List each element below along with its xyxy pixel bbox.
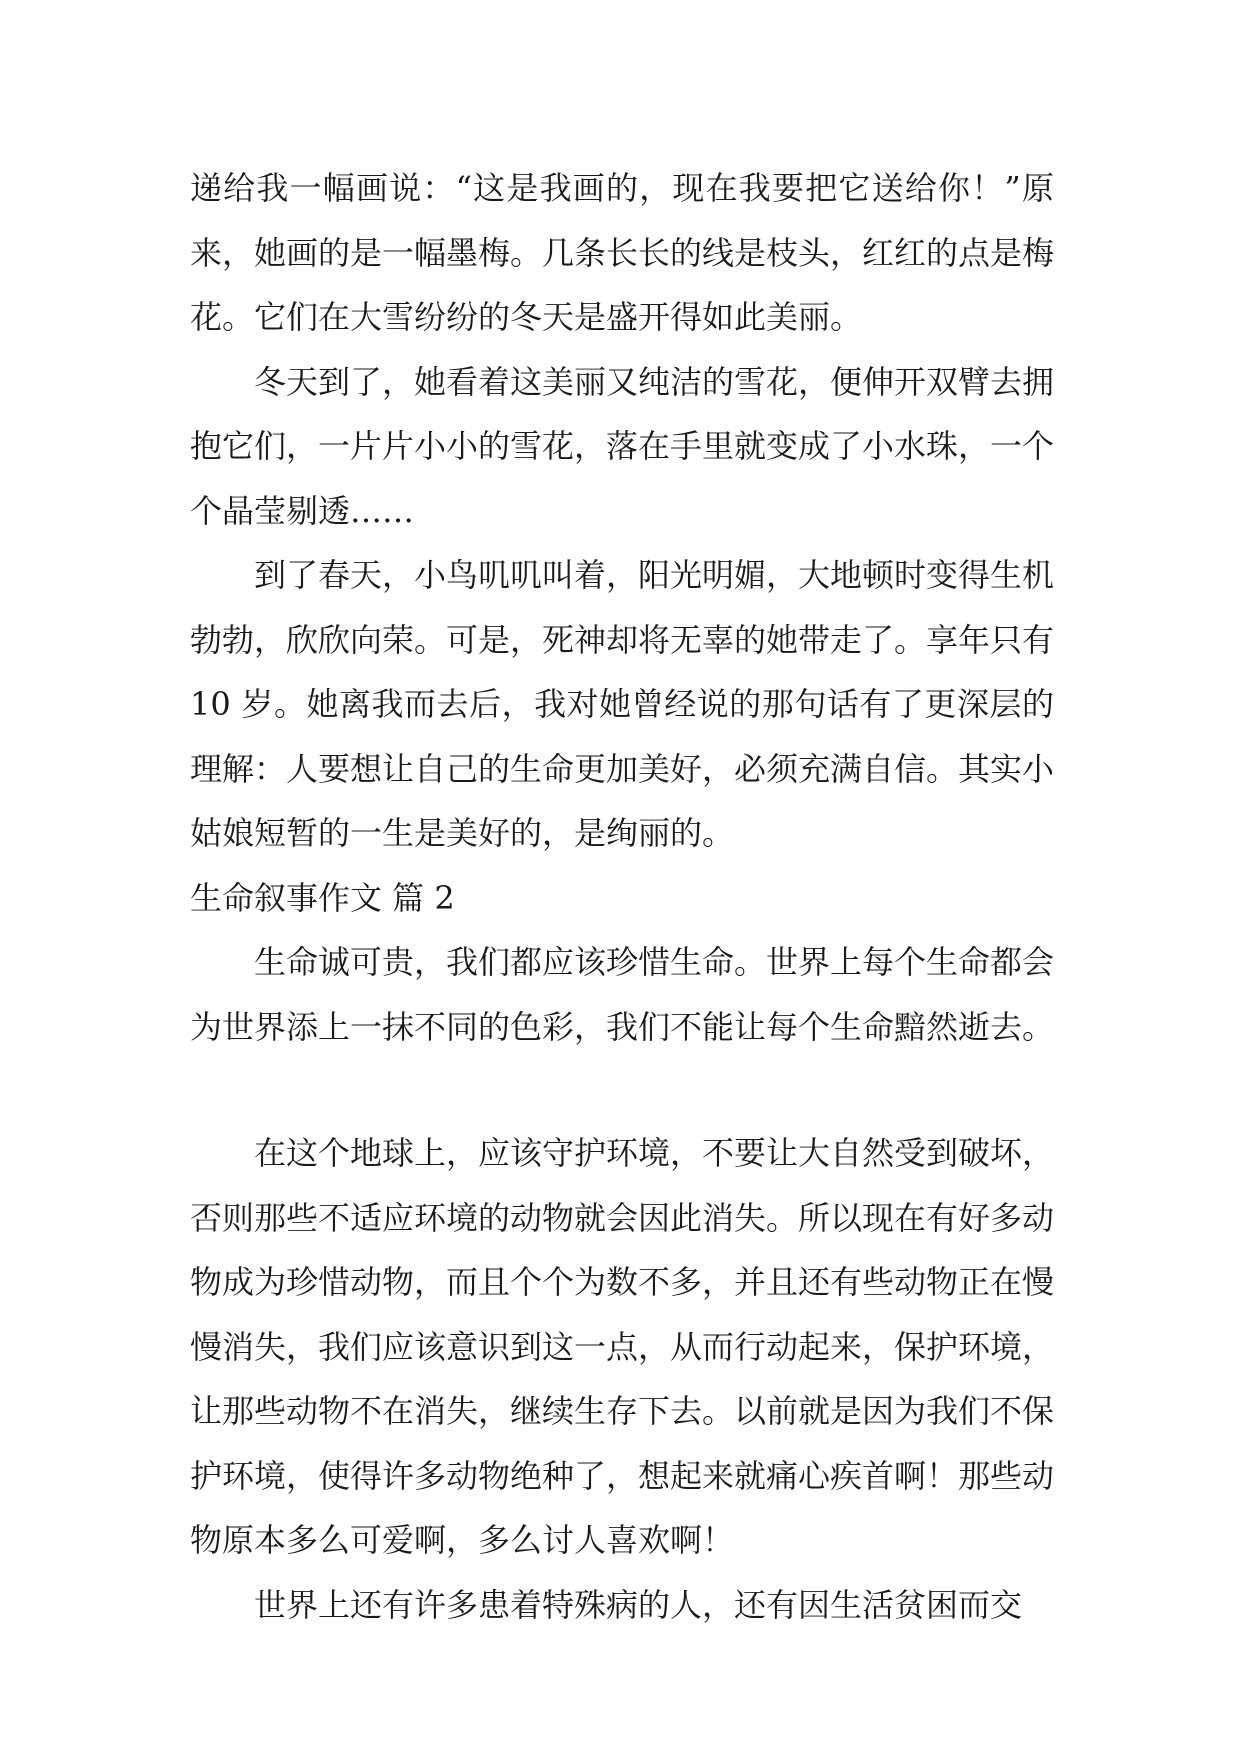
paragraph-illness: 世界上还有许多患着特殊病的人，还有因生活贫困而交 <box>254 1585 1023 1624</box>
section-heading: 生命叙事作文 篇 2 <box>190 878 455 917</box>
paragraph-gap <box>190 1059 1054 1121</box>
paragraph-continued: 递给我一幅画说：“这是我画的，现在我要把它送给你！”原来，她画的是一幅墨梅。几条长长的线是枝头，红红的点是梅花。它们在大雪纷纷的冬天是盛开得如此美丽。 <box>190 169 1055 336</box>
paragraph-life-precious: 生命诚可贵，我们都应该珍惜生命。世界上每个生命都会为世界添上一抹不同的色彩，我们不能让每个生命黯然逝去。 <box>190 943 1055 1046</box>
paragraph-environment: 在这个地球上，应该守护环境，不要让大自然受到破坏，否则那些不适应环境的动物就会因此消失。所以现在有好多动物成为珍惜动物，而且个个为数不多，并且还有些动物正在慢慢消失，我们应该意识到这一点，从而行动起来，保护环境，让那些动物不在消失，继续生存下去。以前就是因为我们不保护环境，使得许多动物绝种了，想起来就痛心疾首啊！那些动物原本多么可爱啊，多么讨人喜欢啊！ <box>190 1134 1055 1559</box>
document-body <box>190 156 1054 1637</box>
paragraph-spring: 到了春天，小鸟叽叽叫着，阳光明媚，大地顿时变得生机勃勃，欣欣向荣。可是，死神却将无辜的她带走了。享年只有 10 岁。她离我而去后，我对她曾经说的那句话有了更深层的理解：人要想让自己的生命更加美好，必须充满自信。其实小姑娘短暂的一生是美好的，是绚丽的。 <box>190 556 1055 852</box>
paragraph-winter: 冬天到了，她看着这美丽又纯洁的雪花，便伸开双臂去拥抱它们，一片片小小的雪花，落在手里就变成了小水珠，一个个晶莹剔透…… <box>190 362 1055 530</box>
